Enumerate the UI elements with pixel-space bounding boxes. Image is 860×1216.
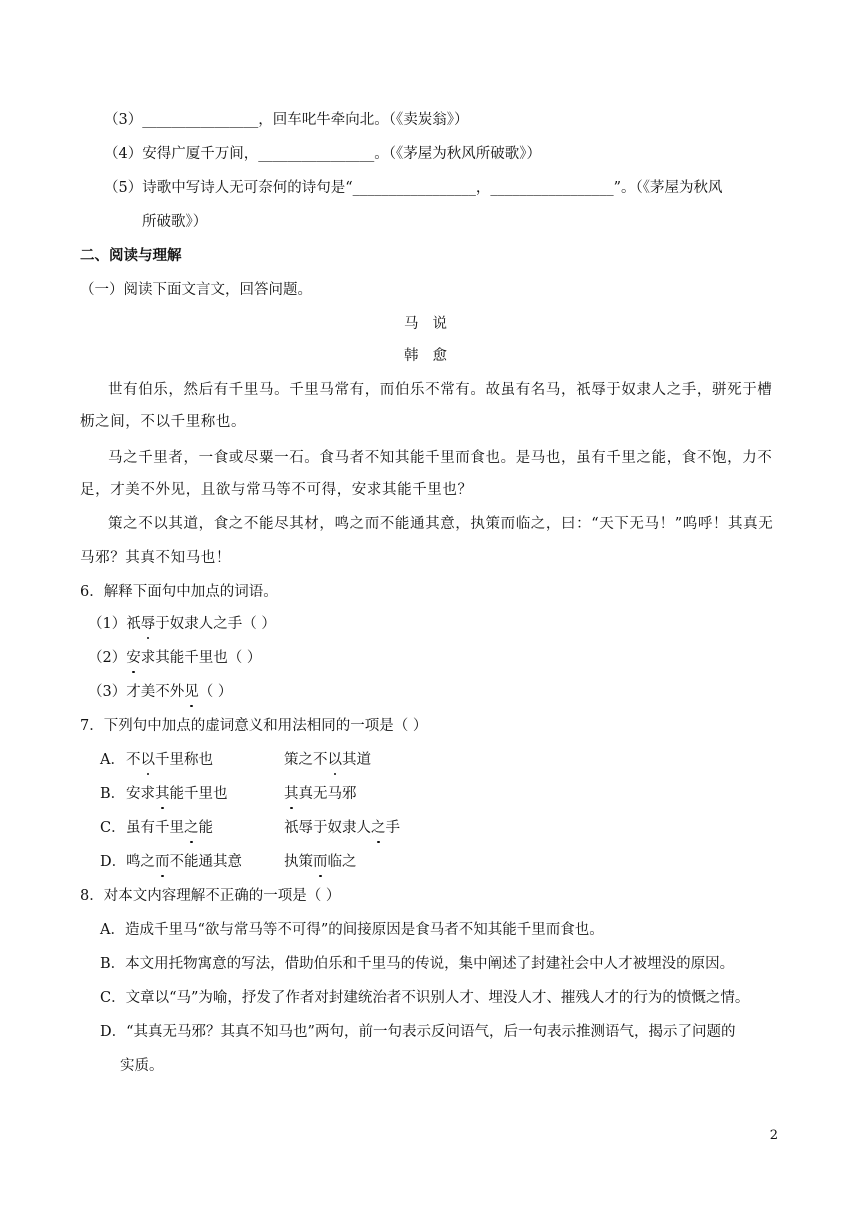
question-6-stem: 6．解释下面句中加点的词语。 xyxy=(80,584,278,600)
question-8-option-a: A．造成千里马“欲与常马等不可得”的间接原因是食马者不知其能千里而食也。 xyxy=(100,922,604,938)
dotted-word: 安 xyxy=(126,650,141,666)
dotted-word: 之 xyxy=(371,820,386,836)
question-6-item-3 xyxy=(88,682,232,702)
dotted-word: 而 xyxy=(313,854,328,870)
dotted-word: 以 xyxy=(327,752,342,768)
question-7-option-a-right: 策之不以其道 xyxy=(284,752,371,768)
passage-paragraph-3-line-1: 策之不以其道，食之不能尽其材，鸣之而不能通其意，执策而临之，曰：“天下无马！”呜呼！其真无 xyxy=(108,516,774,532)
dotted-word: 辱 xyxy=(140,616,156,632)
question-8-option-d-line1: D．“其真无马邪？其真不知马也”两句，前一句表示反问语气，后一句表示推测语气，揭示了问题的 xyxy=(100,1024,736,1040)
passage-paragraph-3-line-2: 马邪？其真不知马也！ xyxy=(80,550,231,566)
dotted-word: 其 xyxy=(284,786,299,802)
item-text: （ ） xyxy=(198,684,233,700)
question-7-option-b-right: 其真无马邪 xyxy=(284,786,357,802)
question-6-item-1 xyxy=(88,614,276,634)
question-7-option-b-label: B． xyxy=(100,786,126,802)
dotted-word: 其 xyxy=(155,786,170,802)
question-6-item-2 xyxy=(88,648,261,668)
question-7-option-c-left: 虽有千里之能 xyxy=(126,820,213,836)
question-7-option-c-right: 祇辱于奴隶人之手 xyxy=(284,820,400,836)
question-7-option-b-left: 安求其能千里也 xyxy=(126,786,228,802)
section-heading: 二、阅读与理解 xyxy=(80,247,182,264)
fill-item-5-line1: （5）诗歌中写诗人无可奈何的诗句是“_________________，_________________”。（《茅屋为秋风 xyxy=(104,180,723,196)
question-7-option-c-label: C． xyxy=(100,820,126,836)
passage-title: 马说 xyxy=(404,316,461,332)
dotted-word: 以 xyxy=(140,752,155,768)
dotted-word: 见 xyxy=(184,684,199,700)
question-8-option-d-line2: 实质。 xyxy=(120,1058,164,1074)
item-text: 于奴隶人之手（ ） xyxy=(155,616,276,632)
subsection-heading: （一）阅读下面文言文，回答问题。 xyxy=(80,282,312,298)
passage-paragraph-2-line-2: 足，才美不外见，且欲与常马等不可得，安求其能千里也？ xyxy=(80,482,473,498)
question-7-option-d-right: 执策而临之 xyxy=(284,854,357,870)
item-text: 求其能千里也（ ） xyxy=(140,650,262,666)
question-7-option-a-label: A． xyxy=(100,752,125,768)
question-8-stem: 8．对本文内容理解不正确的一项是（ ） xyxy=(80,888,341,904)
item-text: （3）才美不外 xyxy=(88,684,185,700)
dotted-word: 之 xyxy=(184,820,199,836)
item-text: （2） xyxy=(88,650,127,666)
fill-item-4: （4）安得广厦千万间，________________。（《茅屋为秋风所破歌》） xyxy=(104,146,541,162)
question-8-option-c: C．文章以“马”为喻，抒发了作者对封建统治者不识别人才、埋没人才、摧残人才的行为的愤慨之情。 xyxy=(100,990,750,1006)
question-7-option-a-left: 不以千里称也 xyxy=(126,752,213,768)
page-number: 2 xyxy=(769,1128,778,1143)
passage-author: 韩愈 xyxy=(404,348,461,364)
question-7-stem: 7．下列句中加点的虚词意义和用法相同的一项是（ ） xyxy=(80,718,428,734)
passage-paragraph-1-line-2: 枥之间，不以千里称也。 xyxy=(80,414,247,430)
passage-paragraph-2-line-1: 马之千里者，一食或尽粟一石。食马者不知其能千里而食也。是马也，虽有千里之能，食不饱，力不 xyxy=(108,450,773,466)
question-8-option-b: B．本文用托物寓意的写法，借助伯乐和千里马的传说，集中阐述了封建社会中人才被埋没的原因。 xyxy=(100,956,735,972)
question-7-option-d-label: D． xyxy=(100,854,127,870)
item-text: （1）祇 xyxy=(88,616,141,632)
fill-item-5-line2: 所破歌》） xyxy=(142,214,208,230)
dotted-word: 而 xyxy=(155,854,170,870)
fill-item-3: （3）________________，回车叱牛牵向北。（《卖炭翁》） xyxy=(104,112,469,128)
question-7-option-d-left: 鸣之而不能通其意 xyxy=(126,854,242,870)
passage-paragraph-1-line-1: 世有伯乐，然后有千里马。千里马常有，而伯乐不常有。故虽有名马，祇辱于奴隶人之手，骈死于槽 xyxy=(108,382,773,398)
